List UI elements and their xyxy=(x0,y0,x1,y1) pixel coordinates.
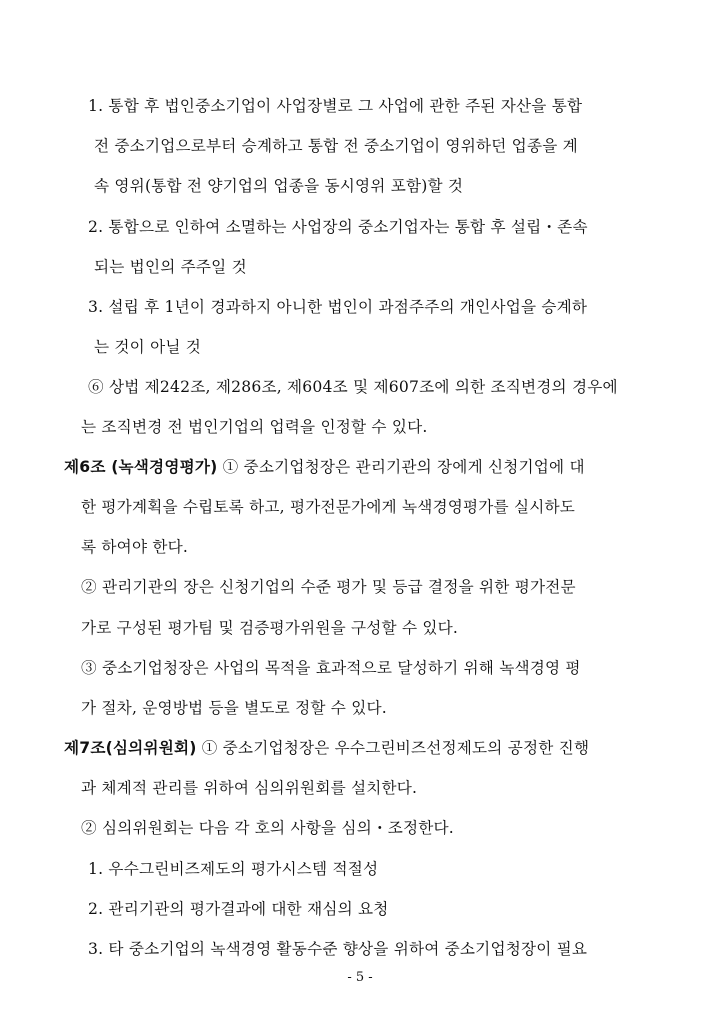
text-line: 3. 타 중소기업의 녹색경영 활동수준 향상을 위하여 중소기업청장이 필요 xyxy=(88,940,588,958)
text-line: 3. 설립 후 1년이 경과하지 아니한 법인이 과점주주의 개인사업을 승계하 xyxy=(88,298,588,316)
text-line: 1. 우수그린비즈제도의 평가시스템 적절성 xyxy=(88,860,379,878)
text-line: ⑥ 상법 제242조, 제286조, 제604조 및 제607조에 의한 조직변경의 경우에 xyxy=(88,378,618,396)
article-7-line xyxy=(64,737,589,759)
text-line: 2. 통합으로 인하여 소멸하는 사업장의 중소기업자는 통합 후 설립・존속 xyxy=(88,218,588,236)
article-6-heading: 제6조 (녹색경영평가) xyxy=(64,458,218,476)
text-line: 록 하여야 한다. xyxy=(81,538,189,556)
article-7-heading: 제7조(심의위원회) xyxy=(64,739,197,757)
text-line: 한 평가계획을 수립토록 하고, 평가전문가에게 녹색경영평가를 실시하도 xyxy=(81,498,576,516)
text-line: 는 조직변경 전 법인기업의 업력을 인정할 수 있다. xyxy=(81,418,428,436)
text-line: 가 절차, 운영방법 등을 별도로 정할 수 있다. xyxy=(81,699,387,717)
text-line: 속 영위(통합 전 양기업의 업종을 동시영위 포함)할 것 xyxy=(94,177,464,195)
page-number: - 5 - xyxy=(347,970,373,985)
article-6-text: ① 중소기업청장은 관리기관의 장에게 신청기업에 대 xyxy=(217,458,585,476)
article-6-line xyxy=(64,456,585,478)
text-line: 가로 구성된 평가팀 및 검증평가위원을 구성할 수 있다. xyxy=(81,619,459,637)
text-line: 1. 통합 후 법인중소기업이 사업장별로 그 사업에 관한 주된 자산을 통합 xyxy=(88,97,583,115)
text-line: ③ 중소기업청장은 사업의 목적을 효과적으로 달성하기 위해 녹색경영 평 xyxy=(81,659,581,677)
text-line: 2. 관리기관의 평가결과에 대한 재심의 요청 xyxy=(88,900,389,918)
text-line: 되는 법인의 주주일 것 xyxy=(94,258,247,276)
text-line: 전 중소기업으로부터 승계하고 통합 전 중소기업이 영위하던 업종을 계 xyxy=(94,137,578,155)
text-line: 과 체계적 관리를 위하여 심의위원회를 설치한다. xyxy=(81,779,418,797)
text-line: ② 심의위원회는 다음 각 호의 사항을 심의・조정한다. xyxy=(81,819,454,837)
text-line: 는 것이 아닐 것 xyxy=(94,338,202,356)
text-line: ② 관리기관의 장은 신청기업의 수준 평가 및 등급 결정을 위한 평가전문 xyxy=(81,578,576,596)
article-7-text: ① 중소기업청장은 우수그린비즈선정제도의 공정한 진행 xyxy=(196,739,590,757)
